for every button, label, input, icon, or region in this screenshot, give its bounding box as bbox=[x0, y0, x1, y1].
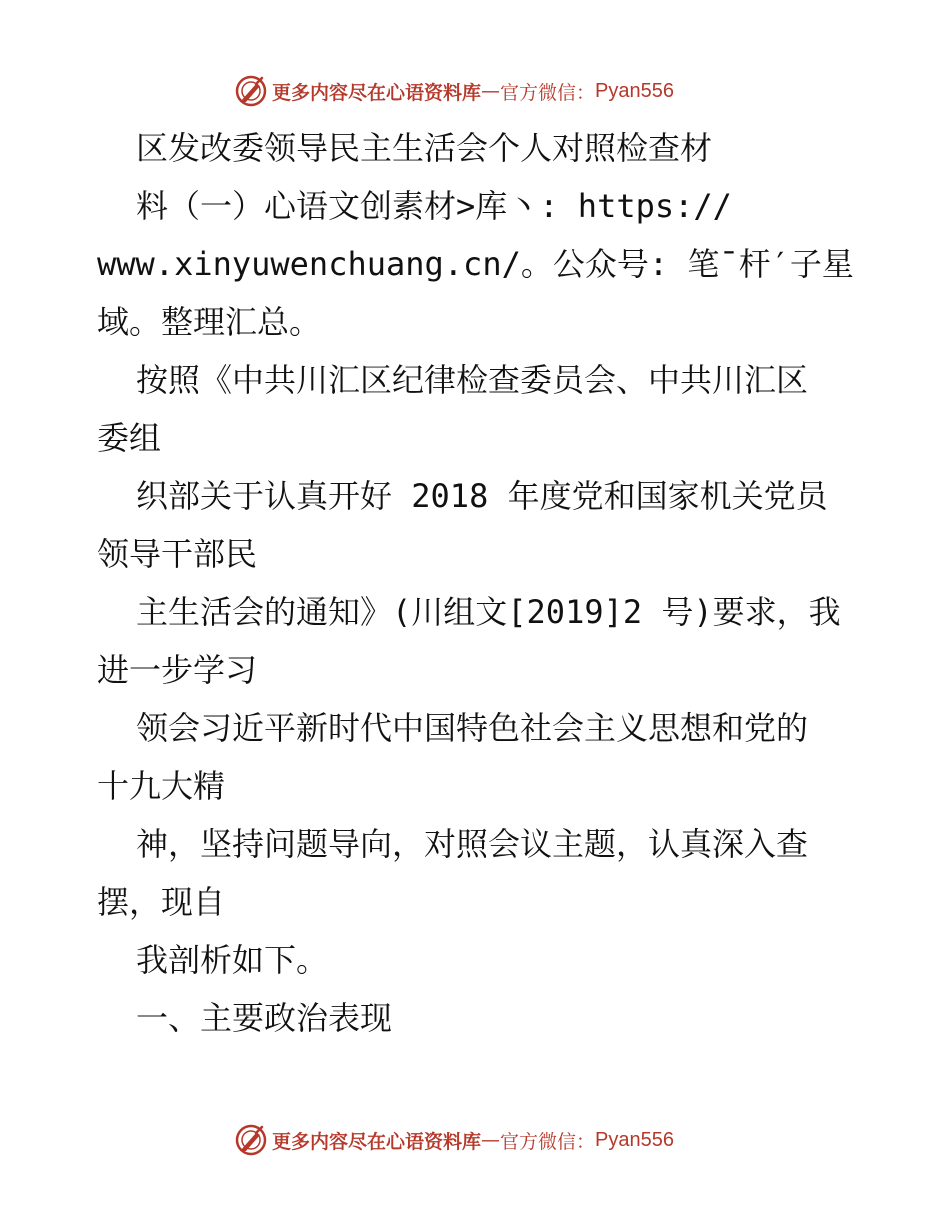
document-title-line-1: 区发改委领导民主生活会个人对照检查材 bbox=[136, 129, 713, 167]
header-wechat-label: 官方微信： bbox=[500, 81, 596, 104]
document-title-line-2: 料（一）心语文创素材>库丶: https:// bbox=[136, 187, 732, 225]
paragraph-line-5: 主生活会的通知》(川组文[2019]2 号)要求，我 bbox=[136, 593, 841, 631]
section-heading: 一、主要政治表现 bbox=[136, 999, 393, 1037]
paragraph-line-4: 领导干部民 bbox=[97, 535, 258, 573]
footer-banner-separator: — bbox=[481, 1129, 501, 1151]
pen-logo-icon bbox=[234, 1123, 268, 1157]
footer-banner-title: 更多内容尽在心语资料库 bbox=[272, 1130, 482, 1153]
paragraph-line-11: 我剖析如下。 bbox=[136, 941, 329, 979]
footer-banner bbox=[234, 1123, 674, 1157]
footer-wechat-label: 官方微信： bbox=[500, 1130, 596, 1153]
header-banner-title: 更多内容尽在心语资料库 bbox=[272, 81, 482, 104]
paragraph-line-10: 摆，现自 bbox=[97, 883, 226, 921]
document-title-line-4: 域。整理汇总。 bbox=[97, 303, 322, 341]
paragraph-line-8: 十九大精 bbox=[97, 767, 226, 805]
paragraph-line-6: 进一步学习 bbox=[97, 651, 258, 689]
pen-logo-icon bbox=[234, 74, 268, 108]
header-banner-separator: — bbox=[481, 80, 501, 102]
paragraph-line-1: 按照《中共川汇区纪律检查委员会、中共川汇区 bbox=[136, 361, 809, 399]
paragraph-line-9: 神，坚持问题导向，对照会议主题，认真深入查 bbox=[136, 825, 809, 863]
paragraph-line-7: 领会习近平新时代中国特色社会主义思想和党的 bbox=[136, 709, 809, 747]
paragraph-line-3: 织部关于认真开好 2018 年度党和国家机关党员 bbox=[136, 477, 828, 515]
paragraph-line-2: 委组 bbox=[97, 419, 162, 457]
header-wechat-id: Pyan556 bbox=[595, 79, 674, 102]
header-banner bbox=[234, 74, 674, 108]
document-title-line-3: www.xinyuwenchuang.cn/。公众号: 笔¯杆′子星 bbox=[97, 245, 854, 283]
footer-wechat-id: Pyan556 bbox=[595, 1128, 674, 1151]
